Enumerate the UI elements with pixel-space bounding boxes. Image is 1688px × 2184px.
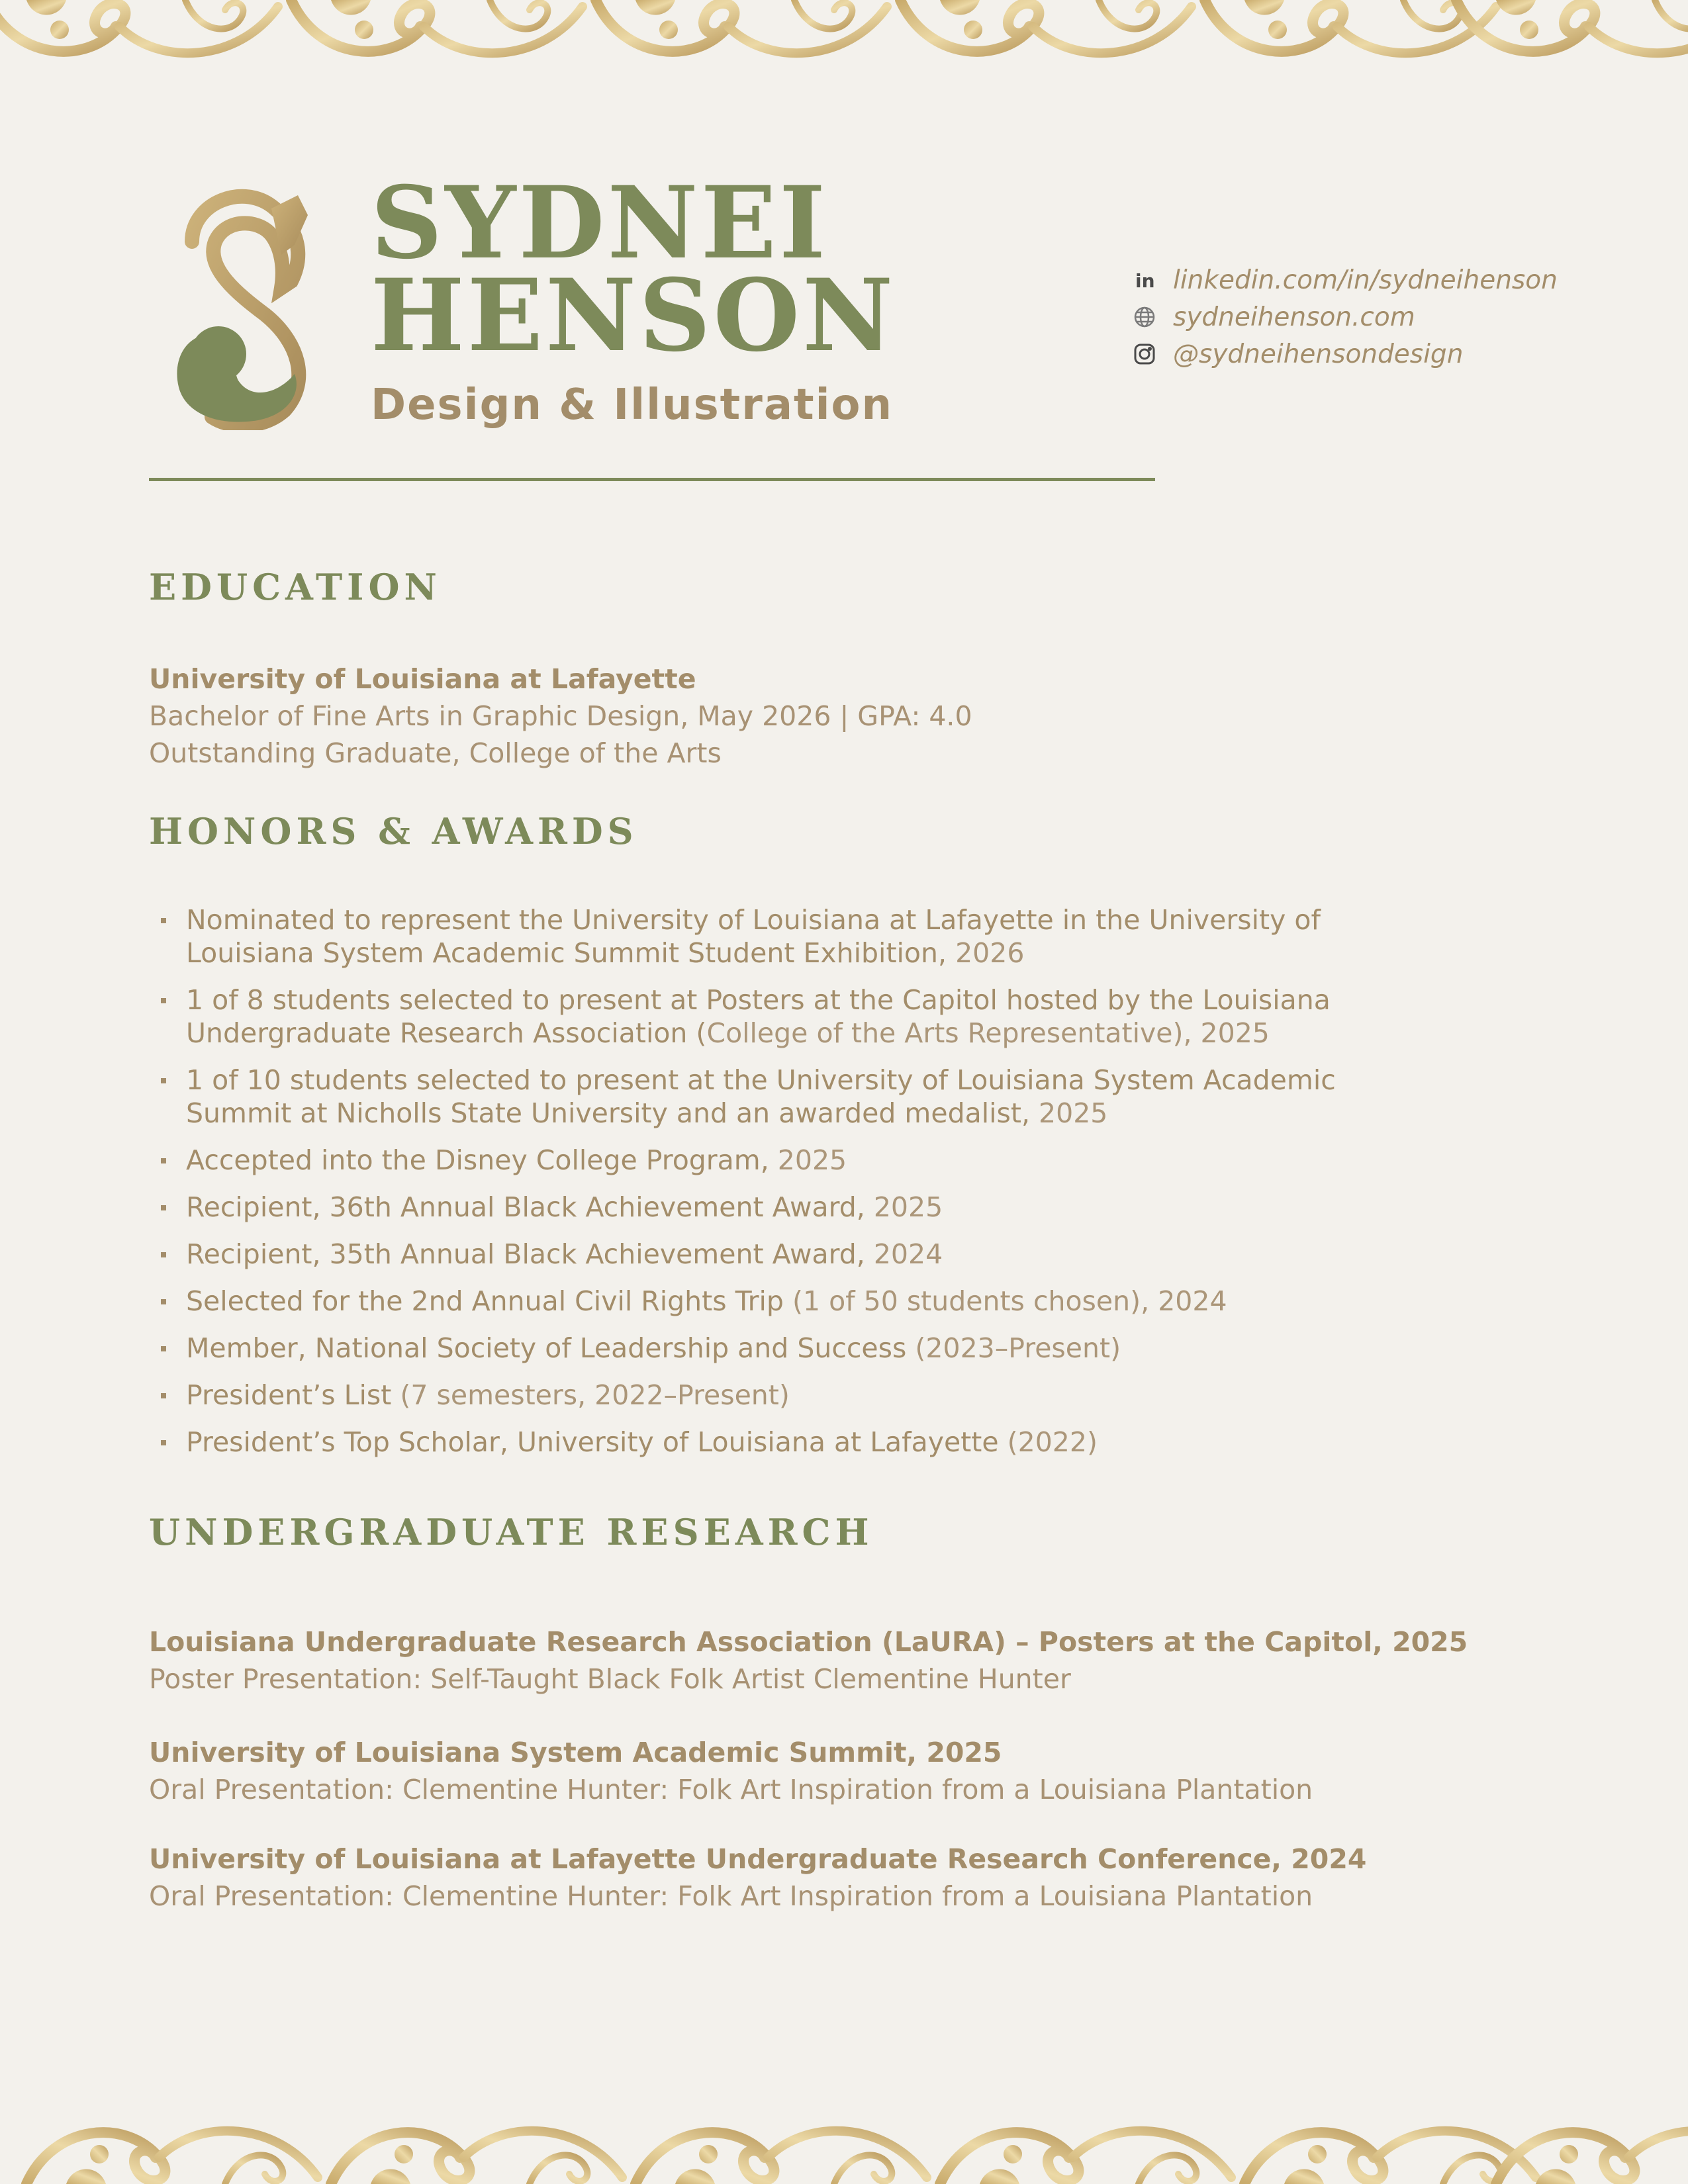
- award-rest: (2023–Present): [906, 1332, 1121, 1364]
- award-rest: 2024: [865, 1238, 943, 1270]
- research-title: University of Louisiana System Academic Summit, 2025: [149, 1737, 1002, 1768]
- award-item: [149, 1426, 1440, 1459]
- award-rest: (2022): [998, 1426, 1098, 1458]
- instagram-icon: [1132, 341, 1157, 367]
- award-item: [149, 1379, 1440, 1412]
- research-heading: UNDERGRADUATE RESEARCH: [149, 1511, 874, 1553]
- research-title: Louisiana Undergraduate Research Association (LaURA) – Posters at the Capitol, 2025: [149, 1626, 1468, 1658]
- award-rest: 2025: [1029, 1097, 1108, 1129]
- tagline: Design & Illustration: [371, 381, 894, 430]
- award-item: [149, 1064, 1440, 1130]
- award-main: Recipient, 35th Annual Black Achievement Award,: [186, 1238, 865, 1270]
- award-main: Recipient, 36th Annual Black Achievement Award,: [186, 1191, 865, 1223]
- bottom-swirl-border: [0, 2111, 1688, 2184]
- research-item: [149, 1734, 1539, 1808]
- research-desc: Oral Presentation: Clementine Hunter: Folk Art Inspiration from a Louisiana Plantation: [149, 1880, 1313, 1912]
- contact-list: [1132, 261, 1558, 373]
- awards-heading: HONORS & AWARDS: [149, 810, 638, 852]
- research-desc: Oral Presentation: Clementine Hunter: Folk Art Inspiration from a Louisiana Plantation: [149, 1774, 1313, 1805]
- award-main: 1 of 8 students selected to present at Posters at the Capitol hosted by the Louisiana Undergraduate Research Association (: [186, 984, 1331, 1049]
- svg-text:in: in: [1135, 270, 1155, 291]
- award-rest: (7 semesters, 2022–Present): [391, 1379, 790, 1411]
- award-main: Selected for the 2nd Annual Civil Rights Trip: [186, 1285, 784, 1317]
- award-main: Nominated to represent the University of Louisiana at Lafayette in the University of Louisiana System Academic Summit Student Exhibition,: [186, 904, 1321, 969]
- award-rest: College of the Arts Representative), 2025: [706, 1017, 1270, 1049]
- award-item: [149, 1144, 1440, 1177]
- education-section: [149, 660, 972, 772]
- award-main: Accepted into the Disney College Program,: [186, 1144, 769, 1176]
- header-divider: [149, 478, 1155, 481]
- award-main: President’s Top Scholar, University of Louisiana at Lafayette: [186, 1426, 999, 1458]
- contact-instagram[interactable]: [1132, 336, 1558, 373]
- linkedin-icon: [1132, 267, 1157, 293]
- linkedin-link[interactable]: linkedin.com/in/sydneihenson: [1173, 265, 1558, 295]
- education-degree: Bachelor of Fine Arts in Graphic Design, May 2026 | GPA: 4.0: [149, 700, 972, 732]
- award-item: [149, 1191, 1440, 1224]
- award-rest: 2026: [947, 937, 1025, 969]
- award-main: President’s List: [186, 1379, 392, 1411]
- award-rest: 2025: [769, 1144, 847, 1176]
- awards-list: [149, 903, 1440, 1473]
- seahorse-s-monogram-icon: [165, 182, 324, 430]
- top-swirl-border: [0, 0, 1688, 73]
- award-item: [149, 983, 1440, 1050]
- award-rest: 2025: [865, 1191, 943, 1223]
- research-title: University of Louisiana at Lafayette Undergraduate Research Conference, 2024: [149, 1843, 1367, 1875]
- globe-icon: [1132, 304, 1157, 330]
- website-link[interactable]: sydneihenson.com: [1173, 302, 1415, 332]
- research-desc: Poster Presentation: Self-Taught Black Folk Artist Clementine Hunter: [149, 1663, 1071, 1695]
- award-rest: (1 of 50 students chosen), 2024: [783, 1285, 1227, 1317]
- education-heading: EDUCATION: [149, 566, 442, 608]
- instagram-link[interactable]: @sydneihensondesign: [1173, 339, 1464, 369]
- award-item: [149, 903, 1440, 970]
- name-first: SYDNEI: [371, 165, 829, 281]
- research-item: [149, 1841, 1539, 1915]
- contact-website[interactable]: [1132, 298, 1558, 336]
- award-main: 1 of 10 students selected to present at the University of Louisiana System Academic Summit at Nicholls State University and an awarded medalist,: [186, 1064, 1336, 1129]
- education-honor: Outstanding Graduate, College of the Arts: [149, 737, 722, 769]
- award-main: Member, National Society of Leadership and Success: [186, 1332, 907, 1364]
- award-item: [149, 1332, 1440, 1365]
- contact-linkedin[interactable]: [1132, 261, 1558, 298]
- award-item: [149, 1238, 1440, 1271]
- award-item: [149, 1285, 1440, 1318]
- education-school: University of Louisiana at Lafayette: [149, 663, 696, 695]
- name-last: HENSON: [371, 257, 896, 374]
- research-item: [149, 1623, 1539, 1698]
